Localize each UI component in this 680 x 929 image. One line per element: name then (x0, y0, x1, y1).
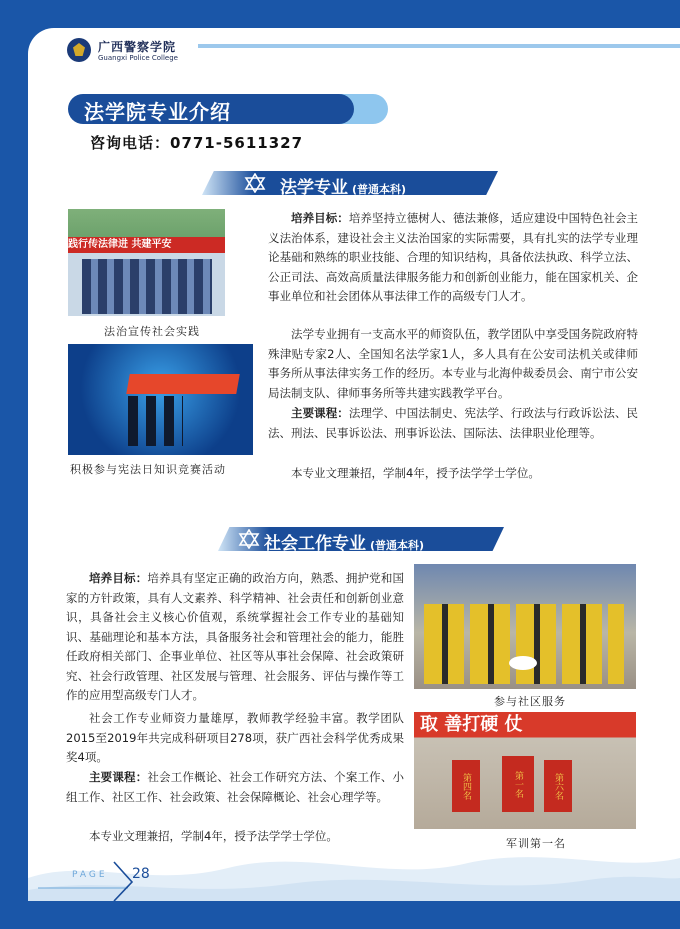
pennant-1st: 第一名 (502, 756, 534, 812)
social-photo-2 (414, 712, 636, 829)
law-objective (268, 209, 638, 307)
law-photo-1-banner: 践行传法律进 共建平安 (68, 237, 225, 253)
social-heading-text: 社会工作专业 (264, 534, 366, 554)
social-photo-2-banner: 取 善打硬 仗 (420, 714, 523, 735)
law-degree: 本专业文理兼招，学制4年，授予法学学士学位。 (291, 466, 540, 480)
law-faculty: 法学专业拥有一支高水平的师资队伍，教学团队中享受国务院政府特殊津贴专家2人、全国知名法学家1人，多人具有在公安司法机关或律师事务所从事法律实务工作的经历。本专业与北海仲裁委员会、南宁市公安局法制支队、律师事务所等共建实践教学平台。 (268, 327, 638, 400)
page-number: 28 (132, 866, 150, 882)
contestants (128, 396, 183, 446)
consult-phone: 咨询电话：0771-5611327 (90, 134, 304, 152)
pennant-4th: 第四名 (452, 760, 480, 812)
law-courses-label: 主要课程： (291, 406, 349, 420)
quiz-stage-banner (126, 374, 240, 394)
college-name-cn: 广西警察学院 (98, 40, 177, 54)
social-courses (66, 768, 404, 807)
cake (509, 656, 537, 670)
star-of-david-icon (238, 529, 260, 549)
page-sheet (28, 28, 680, 901)
social-objective-text: 培养具有坚定正确的政治方向，熟悉、拥护党和国家的方针政策，具有人文素养、科学精神、社会责任和创新创业意识，具备社会主义核心价值观，系统掌握社会工作专业的基础知识、基础理论和基本方法，具备服务社会和管理社会的能力，能胜任政府相关部门、企事业单位、社区等从事社会保障、社会政策研究、社会行政管理、社区发展与管理、社会服务、评估与操作等工作的应用型高级专门人才。 (66, 571, 405, 702)
social-photo-2-caption: 军训第一名 (506, 837, 566, 850)
social-heading (264, 529, 424, 554)
law-courses (268, 404, 638, 443)
social-courses-text: 社会工作概论、社会工作研究方法、个案工作、小组工作、社区工作、社会政策、社会保障概论、社会心理学等。 (66, 770, 405, 804)
police-badge-icon (67, 38, 91, 62)
law-heading-text: 法学专业 (280, 178, 348, 198)
law-objective-label: 培养目标： (291, 211, 349, 225)
header-rule (198, 44, 680, 48)
law-photo-1-caption: 法治宣传社会实践 (104, 325, 200, 338)
star-of-david-icon (244, 173, 266, 193)
volunteers-group (424, 604, 624, 684)
law-objective-text: 培养坚持立德树人、德法兼修，适应建设中国特色社会主义法治体系，建设社会主义法治国家的实际需要，具有扎实的法学专业理论基础和熟练的职业技能、合理的知识结构，具备依法执政、科学立法、公正司法、高效高质量法律服务能力和创新创业能力，能在国家机关、企事业单位和社会团体从事法律工作的高级专门人才。 (268, 211, 639, 303)
social-faculty: 社会工作专业师资力量雄厚，教师教学经验丰富。教学团队2015至2019年共完成科研项目278项，获广西社会科学优秀成果奖4项。 (66, 711, 404, 764)
page-arrow-decoration (28, 860, 148, 901)
social-photo-1 (414, 564, 636, 689)
social-courses-label: 主要课程： (89, 770, 148, 784)
law-courses-text: 法理学、中国法制史、宪法学、行政法与行政诉讼法、民法、刑法、民事诉讼法、刑事诉讼法、国际法、法律职业伦理等。 (268, 406, 639, 440)
law-photo-2-caption: 积极参与宪法日知识竞赛活动 (70, 463, 226, 476)
pennant-6th: 第六名 (544, 760, 572, 812)
page-title: 法学院专业介绍 (84, 100, 231, 124)
law-photo-2 (68, 344, 253, 455)
page-label: PAGE (72, 870, 108, 880)
social-photo-1-caption: 参与社区服务 (494, 695, 566, 708)
law-heading (280, 173, 406, 198)
college-name-en: Guangxi Police College (98, 54, 178, 62)
social-heading-sub: (普通本科) (370, 539, 425, 552)
law-heading-sub: (普通本科) (352, 183, 407, 196)
police-group (82, 259, 212, 314)
bottom-border (0, 901, 680, 929)
social-degree: 本专业文理兼招，学制4年，授予法学学士学位。 (89, 829, 338, 843)
social-objective (66, 569, 404, 706)
law-photo-1 (68, 209, 225, 316)
social-objective-label: 培养目标： (89, 571, 148, 585)
